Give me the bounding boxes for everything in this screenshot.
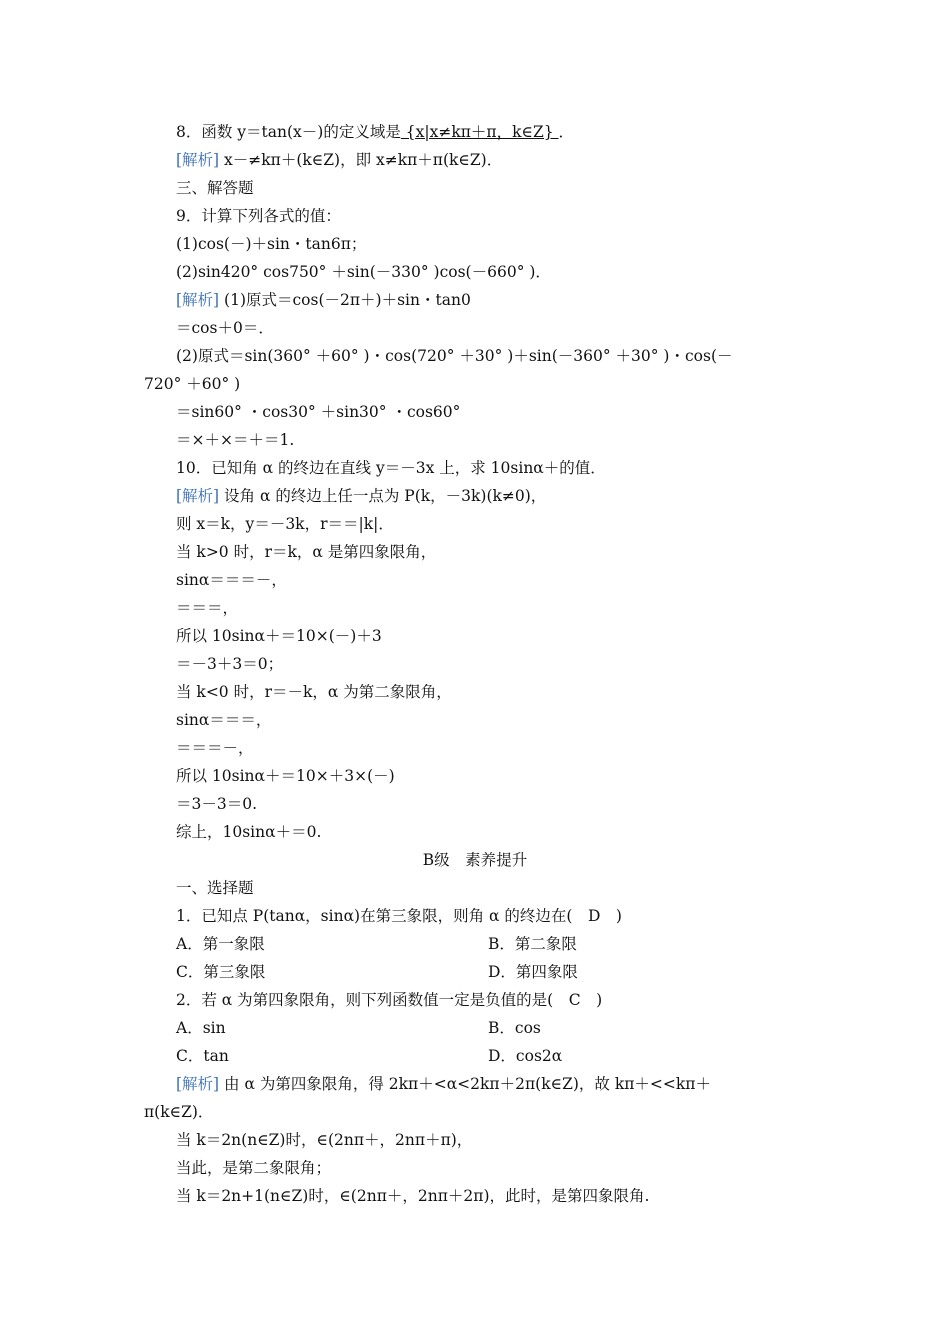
solution-line: ＝cos＋0＝． xyxy=(176,319,274,337)
solution-line: ＝＝＝， xyxy=(176,599,239,617)
option-a: A．第一象限 xyxy=(176,935,265,953)
solution-line: ＝3－3＝0. xyxy=(176,795,258,813)
answer-blank: {x|x≠kπ＋π，k∈Z} xyxy=(400,123,559,141)
solution-line: 当 k＝2n+1(n∈Z)时，∈(2nπ＋，2nπ＋2π)，此时，是第四象限角. xyxy=(176,1187,650,1205)
solution-q2: [解析] 由 α 为第四象限角，得 2kπ＋<α<2kπ＋2π(k∈Z)，故 kπ＋<<kπ＋ xyxy=(176,1075,711,1093)
question-9-part-2: (2)sin420° cos750° ＋sin(－330° )cos(－660° )． xyxy=(176,263,551,281)
solution-line: ＝－3＋3＝0； xyxy=(176,655,284,673)
solution-tag: [解析] xyxy=(176,291,220,309)
solution-line: ＝×＋×＝＋＝1. xyxy=(176,431,295,449)
solution-line: 当 k>0 时，r＝k，α 是第四象限角， xyxy=(176,543,437,561)
solution-tag: [解析] xyxy=(176,151,220,169)
solution-line: 所以 10sinα＋＝10×(－)＋3 xyxy=(176,627,382,645)
solution-line: ＝＝＝－， xyxy=(176,739,254,757)
solution-line: 综上，10sinα＋＝0. xyxy=(176,823,322,841)
solution-line: 当 k＝2n(n∈Z)时，∈(2nπ＋，2nπ＋π)， xyxy=(176,1131,473,1149)
question-1-stem: 1．已知点 P(tanα，sinα)在第三象限，则角 α 的终边在( D ) xyxy=(176,907,622,925)
option-c: C．第三象限 xyxy=(176,963,266,981)
solution-line: 当此，是第二象限角； xyxy=(176,1159,332,1177)
solution-line: ＝sin60° ・cos30° ＋sin30° ・cos60° xyxy=(176,403,461,421)
solution-10: [解析] 设角 α 的终边上任一点为 P(k，－3k)(k≠0)， xyxy=(176,487,547,505)
solution-9: [解析] (1)原式＝cos(－2π＋)＋sin・tan0 xyxy=(176,291,471,309)
solution-line: 当 k<0 时，r＝－k，α 为第二象限角， xyxy=(176,683,452,701)
question-9-part-1: (1)cos(－)＋sin・tan6π； xyxy=(176,235,367,253)
solution-line: 则 x＝k，y＝－3k，r＝＝|k|． xyxy=(176,515,394,533)
solution-line: (2)原式＝sin(360° ＋60° )・cos(720° ＋30° )＋sin(－360° ＋30° )・cos(－ xyxy=(176,347,733,365)
solution-line: π(k∈Z)． xyxy=(144,1103,214,1121)
section-b-heading: B级 素养提升 xyxy=(422,851,528,869)
solution-line: 所以 10sinα＋＝10×＋3×(－) xyxy=(176,767,395,785)
solution-8: [解析] x－≠kπ＋(k∈Z)，即 x≠kπ＋π(k∈Z)． xyxy=(176,151,503,169)
option-b: B．第二象限 xyxy=(488,935,577,953)
question-2-stem: 2．若 α 为第四象限角，则下列函数值一定是负值的是( C ) xyxy=(176,991,603,1009)
question-9: 9．计算下列各式的值： xyxy=(176,207,341,225)
question-10: 10．已知角 α 的终边在直线 y＝－3x 上，求 10sinα＋的值． xyxy=(176,459,606,477)
solution-line: sinα＝＝＝－， xyxy=(176,571,287,589)
option-d: D．cos2α xyxy=(488,1047,563,1065)
solution-tag: [解析] xyxy=(176,1075,220,1093)
option-a: A．sin xyxy=(176,1019,226,1037)
option-c: C．tan xyxy=(176,1047,229,1065)
solution-line: sinα＝＝＝， xyxy=(176,711,272,729)
solution-tag: [解析] xyxy=(176,487,220,505)
sub-heading: 一、选择题 xyxy=(176,879,254,897)
option-d: D．第四象限 xyxy=(488,963,578,981)
option-b: B．cos xyxy=(488,1019,541,1037)
question-8: 8．函数 y＝tan(x－)的定义域是 {x|x≠kπ＋π，k∈Z} ． xyxy=(176,123,575,141)
section-heading: 三、解答题 xyxy=(176,179,254,197)
solution-line: 720° ＋60° ) xyxy=(144,375,241,393)
